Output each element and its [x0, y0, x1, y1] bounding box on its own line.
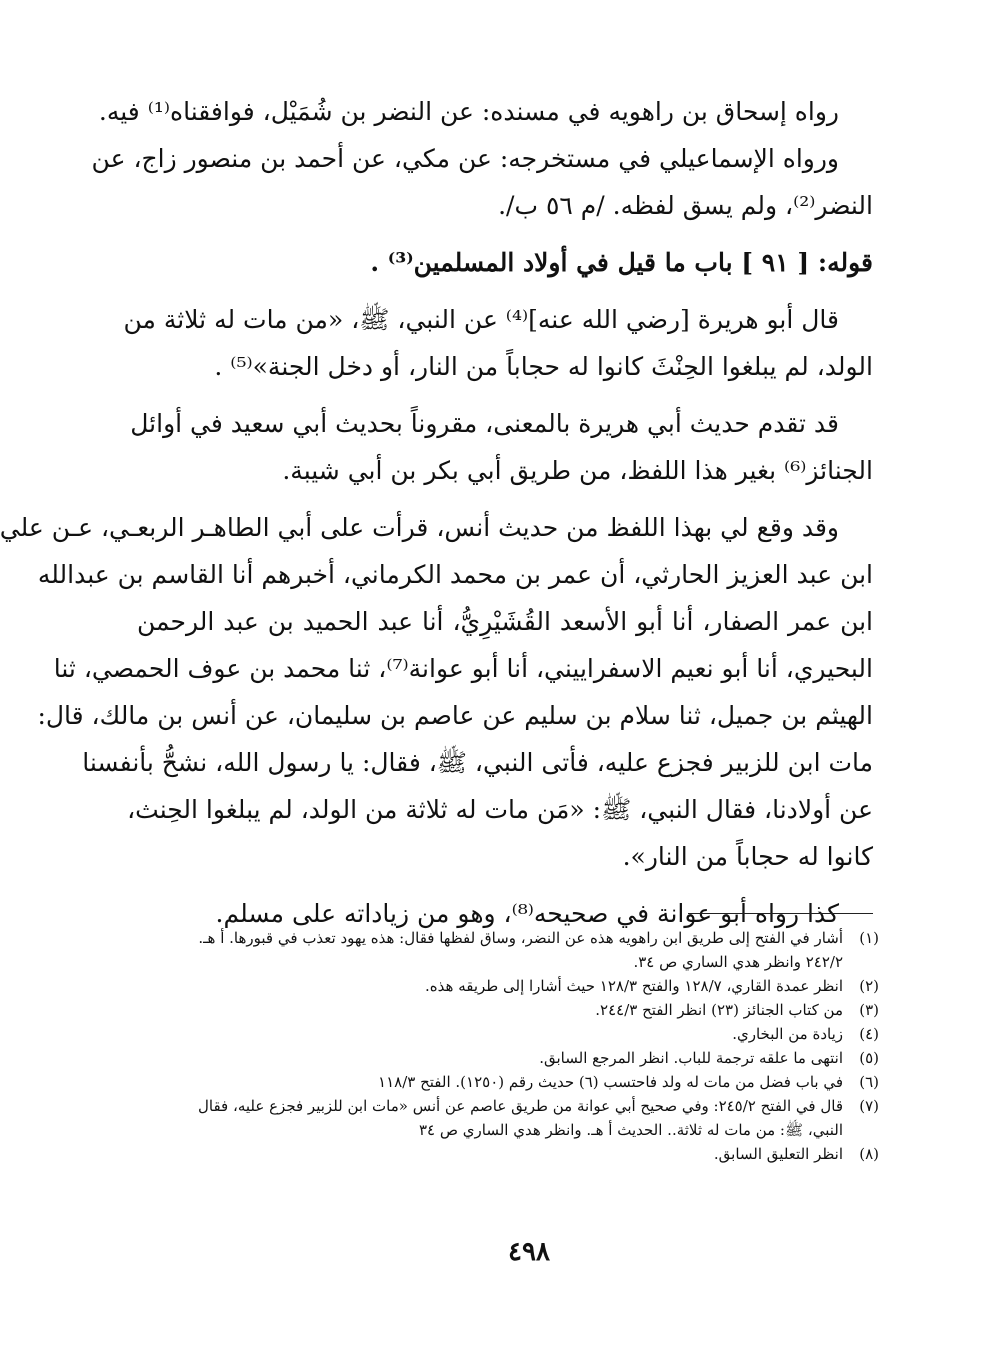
footnote-item [149, 974, 879, 998]
footnote-text [149, 926, 843, 974]
footnote-item [149, 1046, 879, 1070]
footnote-text [149, 974, 843, 998]
paragraph-gap [137, 880, 873, 890]
footnote-text [149, 1046, 843, 1070]
paragraph-line: ابن عبد العزيز الحارثي، أن عمر بن محمد الكرماني، أخبرهم أنا القاسم بن عبدالله [37, 560, 873, 589]
paragraph-line: الولد، لم يبلغوا الحِنْثَ كانوا له حجاباً من النار، أو دخل الجنة»⁽⁵⁾ . [214, 352, 873, 381]
footnote-line: انتهى ما علقه ترجمة للباب. انظر المرجع السابق. [539, 1049, 843, 1067]
paragraph-line: النضر⁽²⁾، ولم يسق لفظه. /م ٥٦ ب/. [498, 191, 873, 220]
paragraph-line: ورواه الإسماعيلي في مستخرجه: عن مكي، عن أحمد بن منصور زاج، عن [91, 144, 839, 173]
footnote-line: من كتاب الجنائز (٢٣) انظر الفتح ٢٤٤/٣. [595, 1001, 843, 1019]
paragraph-line: قال أبو هريرة [رضي الله عنه]⁽⁴⁾ عن النبي، ﷺ، «من مات له ثلاثة من [123, 305, 839, 334]
footnote-line: قال في الفتح ٢٤٥/٢: وفي صحيح أبي عوانة من طريق عاصم عن أنس «مات ابن للزبير فجزع عليه، فقال [198, 1097, 843, 1115]
footnote-text [149, 1070, 843, 1094]
footnotes [149, 926, 879, 1166]
footnote-line: زيادة من البخاري. [732, 1025, 843, 1043]
footnote-item [149, 1142, 879, 1166]
footnote-item [149, 1094, 879, 1142]
paragraph-gap [137, 494, 873, 504]
footnote-number: (٨) [859, 1145, 879, 1163]
footnote-line: أشار في الفتح إلى طريق ابن راهويه هذه عن النضر، وساق لفظها فقال: هذه يهود تعذب في قبورها. أ هـ. [198, 929, 843, 947]
footnote-text [149, 998, 843, 1022]
footnote-text [149, 1142, 843, 1166]
paragraph-gap [137, 286, 873, 296]
paragraph-gap [137, 390, 873, 400]
footnote-number: (٣) [859, 1001, 879, 1019]
paragraph-gap [137, 229, 873, 239]
footnote-item [149, 1070, 879, 1094]
footnote-number: (٢) [859, 977, 879, 995]
paragraph-line: قد تقدم حديث أبي هريرة بالمعنى، مقروناً بحديث أبي سعيد في أوائل [130, 409, 839, 438]
footnote-number: (٦) [859, 1073, 879, 1091]
paragraph-line: الجنائز⁽⁶⁾ بغير هذا اللفظ، من طريق أبي بكر بن أبي شيبة. [282, 456, 873, 485]
paragraph-line: مات ابن للزبير فجزع عليه، فأتى النبي، ﷺ، فقال: يا رسول الله، نشحُّ بأنفسنا [82, 748, 873, 777]
footnote-line: انظر عمدة القاري، ١٢٨/٧ والفتح ١٢٨/٣ حيث أشارا إلى طريقه هذه. [425, 977, 843, 995]
footnote-divider [688, 913, 873, 914]
paragraph-line: البحيري، أنا أبو نعيم الاسفراييني، أنا أبو عوانة⁽⁷⁾، ثنا محمد بن عوف الحمصي، ثنا [53, 654, 873, 683]
paragraph-line: رواه إسحاق بن راهويه في مسنده: عن النضر بن شُمَيْل، فوافقناه⁽¹⁾ فيه. [98, 97, 839, 126]
paragraph-line: ابن عمر الصفار، أنا أبو الأسعد القُشَيْرِيُّ، أنا عبد الحميد بن عبد الرحمن [137, 607, 873, 636]
footnote-line: انظر التعليق السابق. [713, 1145, 843, 1163]
footnote-line: النبي، ﷺ: من مات له ثلاثة.. الحديث أ هـ. وانظر هدي الساري ص ٣٤ [418, 1121, 843, 1139]
footnote-item [149, 926, 879, 974]
paragraph-line: كذا رواه أبو عوانة في صحيحه⁽⁸⁾، وهو من زياداته على مسلم. [215, 899, 839, 928]
footnote-text [149, 1094, 843, 1142]
paragraph-line: عن أولادنا، فقال النبي، ﷺ: «مَن مات له ثلاثة من الولد، لم يبلغوا الحِنث، [127, 795, 873, 824]
footnote-number: (٥) [859, 1049, 879, 1067]
paragraph-line: الهيثم بن جميل، ثنا سلام بن سليم عن عاصم بن سليمان، عن أنس بن مالك، قال: [37, 701, 873, 730]
footnote-number: (٤) [859, 1025, 879, 1043]
section-heading: قوله: [ ٩١ ] باب ما قيل في أولاد المسلمين⁽³⁾ . [370, 248, 873, 277]
paragraph-line: كانوا له حجاباً من النار». [622, 842, 873, 871]
footnote-item [149, 1022, 879, 1046]
paragraph-line: وقد وقع لي بهذا اللفظ من حديث أنس، قرأت على أبي الطاهـر الربعـي، عـن علي [0, 513, 839, 542]
page-number: ٤٩٨ [508, 1237, 550, 1267]
footnote-number: (١) [859, 929, 879, 947]
footnote-line: في باب فضل من مات له ولد فاحتسب (٦) حديث رقم (١٢٥٠). الفتح ١١٨/٣ [378, 1073, 843, 1091]
footnote-text [149, 1022, 843, 1046]
footnote-line: ٢٤٢/٢ وانظر هدي الساري ص ٣٤. [633, 953, 843, 971]
footnote-number: (٧) [859, 1097, 879, 1115]
book-page [0, 88, 873, 937]
footnote-item [149, 998, 879, 1022]
